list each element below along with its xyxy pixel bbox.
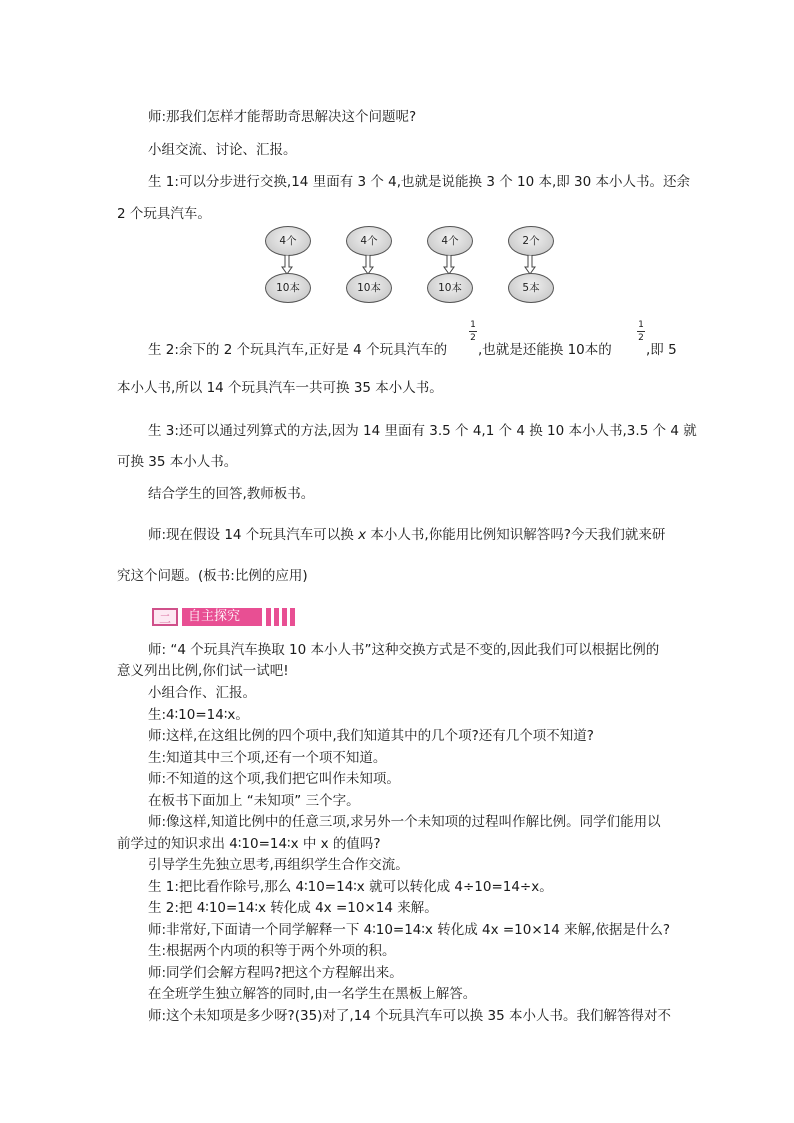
- line-10: 前学过的知识求出 4∶10=14∶x 中 x 的值吗?: [117, 836, 381, 852]
- text-segment: 生 2:余下的 2 个玩具汽车,正好是 4 个玩具汽车的: [148, 342, 448, 358]
- para-student2-line1: [148, 340, 447, 360]
- banner-title: 自主探究: [182, 608, 262, 626]
- line-18: 师:这个未知项是多少呀?(35)对了,14 个玩具汽车可以换 35 本小人书。我们解答得对不: [148, 1008, 671, 1024]
- down-arrow-icon: [443, 255, 455, 275]
- para-group-report: 小组交流、讨论、汇报。: [148, 142, 297, 158]
- line-11: 引导学生先独立思考,再组织学生合作交流。: [148, 857, 409, 873]
- text-segment: ,也就是还能换 10本的: [478, 342, 612, 358]
- fraction-denominator: 2: [638, 333, 644, 343]
- line-13: 生 2:把 4∶10=14∶x 转化成 4x =10×14 来解。: [148, 900, 438, 916]
- line-17: 在全班学生独立解答的同时,由一名学生在黑板上解答。: [148, 986, 477, 1002]
- line-2: 意义列出比例,你们试一试吧!: [117, 663, 289, 679]
- down-arrow-icon: [281, 255, 293, 275]
- para-teacher-suppose-line1: [148, 525, 665, 545]
- variable-x: x: [358, 527, 367, 543]
- line-4: 生:4∶10=14∶x。: [148, 707, 249, 723]
- exchange-diagram: [262, 222, 562, 308]
- diagram-node-top-3: 4个: [427, 226, 473, 256]
- diagram-node-bottom-4: 5本: [508, 273, 554, 303]
- fraction-half-1: [469, 320, 477, 343]
- diagram-node-top-1: 4个: [265, 226, 311, 256]
- line-7: 师:不知道的这个项,我们把它叫作未知项。: [148, 771, 400, 787]
- text-segment: 师:现在假设 14 个玩具汽车可以换: [148, 527, 359, 543]
- line-16: 师:同学们会解方程吗?把这个方程解出来。: [148, 965, 403, 981]
- diagram-node-bottom-3: 10本: [427, 273, 473, 303]
- para-teacher-board: 结合学生的回答,教师板书。: [148, 486, 315, 502]
- line-9: 师:像这样,知道比例中的任意三项,求另外一个未知项的过程叫作解比例。同学们能用以: [148, 814, 661, 830]
- para-student2-line2: 本小人书,所以 14 个玩具汽车一共可换 35 本小人书。: [117, 380, 443, 396]
- line-6: 生:知道其中三个项,还有一个项不知道。: [148, 750, 387, 766]
- line-14: 师:非常好,下面请一个同学解释一下 4∶10=14∶x 转化成 4x =10×14 来解,依据是什么?: [148, 922, 671, 938]
- fraction-numerator: 1: [638, 320, 644, 330]
- diagram-node-bottom-2: 10本: [346, 273, 392, 303]
- down-arrow-icon: [362, 255, 374, 275]
- line-1: 师: “4 个玩具汽车换取 10 本小人书”这种交换方式是不变的,因此我们可以根据比例的: [148, 642, 660, 658]
- para-student1-line1: 生 1:可以分步进行交换,14 里面有 3 个 4,也就是说能换 3 个 10 本,即 30 本小人书。还余: [148, 174, 691, 190]
- fraction-half-2: [637, 320, 645, 343]
- section-banner: [148, 606, 300, 628]
- diagram-node-bottom-1: 10本: [265, 273, 311, 303]
- diagram-node-top-2: 4个: [346, 226, 392, 256]
- line-12: 生 1:把比看作除号,那么 4∶10=14∶x 就可以转化成 4÷10=14÷x。: [148, 879, 553, 895]
- para-student3-line1: 生 3:还可以通过列算式的方法,因为 14 里面有 3.5 个 4,1 个 4 换 10 本小人书,3.5 个 4 就: [148, 423, 697, 439]
- fraction-denominator: 2: [470, 333, 476, 343]
- line-15: 生:根据两个内项的积等于两个外项的积。: [148, 943, 396, 959]
- down-arrow-icon: [524, 255, 536, 275]
- banner-stripe: [290, 608, 295, 626]
- banner-stripe: [282, 608, 287, 626]
- banner-stripe: [266, 608, 271, 626]
- para-teacher-suppose-line2: 究这个问题。(板书:比例的应用): [117, 568, 308, 584]
- text-segment: 本小人书,你能用比例知识解答吗?今天我们就来研: [366, 527, 666, 543]
- para-student1-line2: 2 个玩具汽车。: [117, 206, 211, 222]
- fraction-numerator: 1: [470, 320, 476, 330]
- para-student3-line2: 可换 35 本小人书。: [117, 454, 238, 470]
- diagram-node-top-4: 2个: [508, 226, 554, 256]
- banner-number: 二: [152, 608, 178, 626]
- para-teacher-question: 师:那我们怎样才能帮助奇思解决这个问题呢?: [148, 109, 417, 125]
- line-5: 师:这样,在这组比例的四个项中,我们知道其中的几个项?还有几个项不知道?: [148, 728, 594, 744]
- line-8: 在板书下面加上 “未知项” 三个字。: [148, 793, 360, 809]
- banner-stripe: [274, 608, 279, 626]
- text-segment: ,即 5: [646, 342, 677, 358]
- line-3: 小组合作、汇报。: [148, 685, 256, 701]
